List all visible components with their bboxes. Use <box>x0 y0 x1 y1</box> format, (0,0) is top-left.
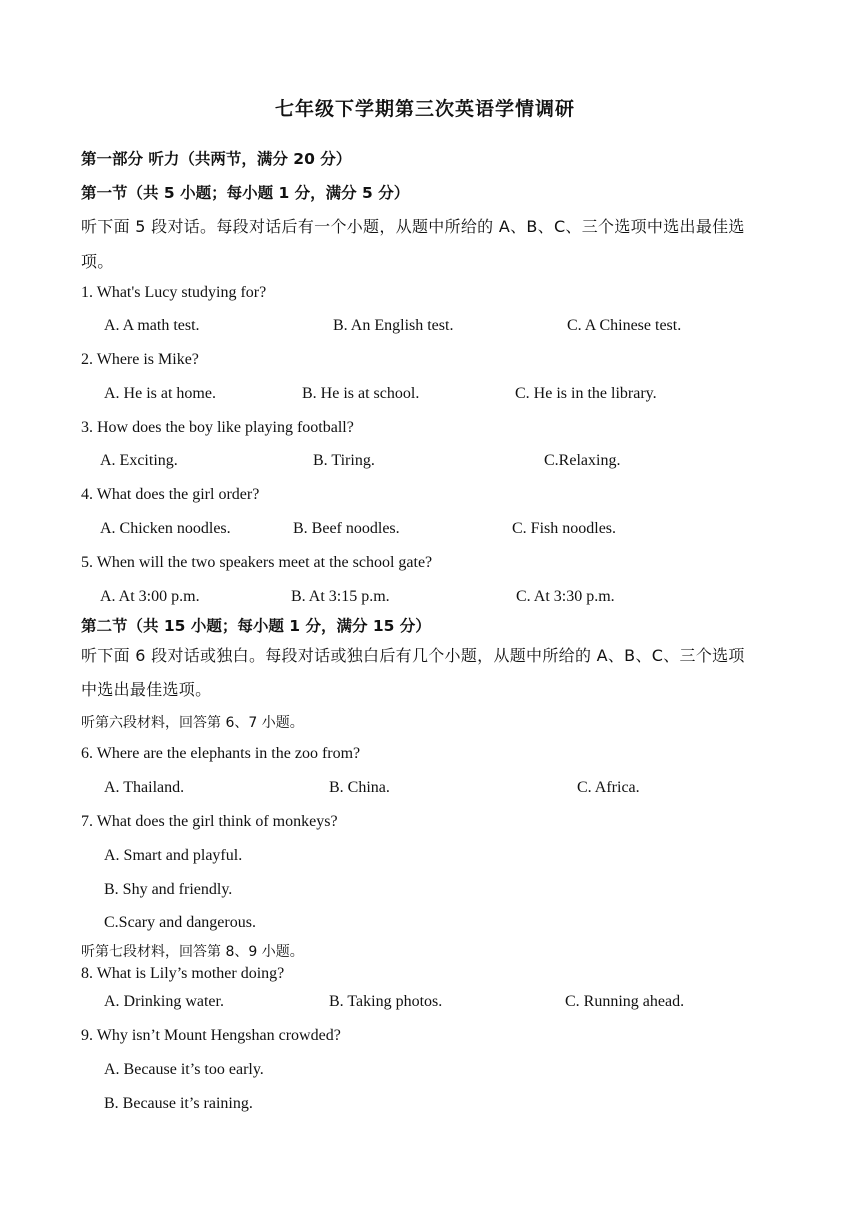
option-c: C. A Chinese test. <box>567 317 682 334</box>
section2-heading: 第二节（共 15 小题；每小题 1 分，满分 15 分） <box>81 617 431 635</box>
option-a: A. Smart and playful. <box>104 847 243 864</box>
page-title: 七年级下学期第三次英语学情调研 <box>275 98 576 120</box>
option-a: A. Thailand. <box>104 779 185 796</box>
option-a: A. Drinking water. <box>104 993 224 1010</box>
question-stem: 2. Where is Mike? <box>81 351 199 368</box>
question-stem: 1. What's Lucy studying for? <box>81 284 267 301</box>
option-c: C. He is in the library. <box>515 385 657 402</box>
question-stem: 3. How does the boy like playing football? <box>81 419 354 436</box>
option-a: A. He is at home. <box>104 385 216 402</box>
option-b: B. Shy and friendly. <box>104 881 233 898</box>
option-b: B. Tiring. <box>313 452 375 469</box>
question-stem: 8. What is Lily’s mother doing? <box>81 965 285 982</box>
option-b: B. Taking photos. <box>329 993 443 1010</box>
option-c: C. At 3:30 p.m. <box>516 588 615 605</box>
section2-instruction-cont: 中选出最佳选项。 <box>81 680 212 699</box>
option-a: A. At 3:00 p.m. <box>100 588 200 605</box>
option-a: A. Chicken noodles. <box>100 520 231 537</box>
question-stem: 9. Why isn’t Mount Hengshan crowded? <box>81 1027 341 1044</box>
option-a: A. Because it’s too early. <box>104 1061 264 1078</box>
section1-heading: 第一节（共 5 小题；每小题 1 分，满分 5 分） <box>81 184 410 202</box>
option-a: A. A math test. <box>104 317 200 334</box>
option-b: B. An English test. <box>333 317 454 334</box>
option-b: B. Because it’s raining. <box>104 1095 253 1112</box>
section1-instruction: 听下面 5 段对话。每段对话后有一个小题，从题中所给的 A、B、C、三个选项中选出最佳选 <box>81 217 745 236</box>
section1-instruction-cont: 项。 <box>81 252 114 271</box>
option-b: B. China. <box>329 779 390 796</box>
option-b: B. Beef noodles. <box>293 520 400 537</box>
option-c: C.Scary and dangerous. <box>104 914 256 931</box>
material-note: 听第六段材料，回答第 6、7 小题。 <box>81 715 304 731</box>
material-note: 听第七段材料，回答第 8、9 小题。 <box>81 944 304 960</box>
option-b: B. He is at school. <box>302 385 420 402</box>
option-b: B. At 3:15 p.m. <box>291 588 390 605</box>
option-c: C.Relaxing. <box>544 452 621 469</box>
option-c: C. Africa. <box>577 779 640 796</box>
question-stem: 4. What does the girl order? <box>81 486 260 503</box>
section2-instruction: 听下面 6 段对话或独白。每段对话或独白后有几个小题，从题中所给的 A、B、C、三个选项 <box>81 646 745 665</box>
question-stem: 5. When will the two speakers meet at the school gate? <box>81 554 433 571</box>
question-stem: 7. What does the girl think of monkeys? <box>81 813 338 830</box>
option-c: C. Running ahead. <box>565 993 685 1010</box>
part1-heading: 第一部分 听力（共两节，满分 20 分） <box>81 150 352 168</box>
question-stem: 6. Where are the elephants in the zoo from? <box>81 745 361 762</box>
option-c: C. Fish noodles. <box>512 520 617 537</box>
option-a: A. Exciting. <box>100 452 178 469</box>
